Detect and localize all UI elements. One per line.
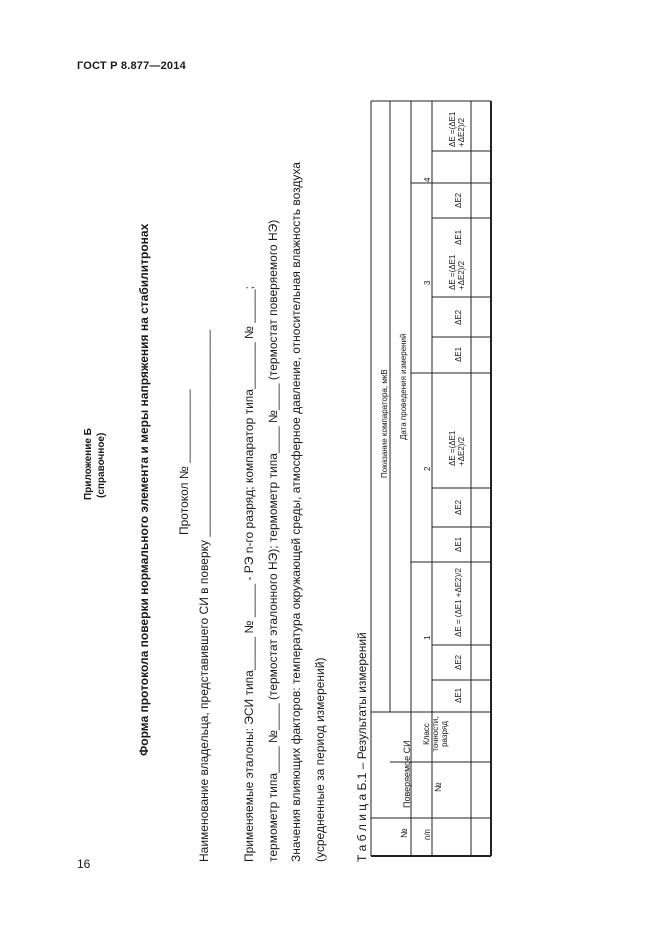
col-si-class: Класс точности, разряд [422,716,449,752]
sub-avg: ΔE =(ΔE1 +ΔE2)/2 [448,111,466,147]
owner-line [198,330,210,862]
protocol-label: Протокол № [177,466,191,535]
sub-avg: ΔE =(ΔE1 +ΔE2)/2 [448,254,466,290]
appendix-note: (справочное) [96,432,107,498]
group-number: 2 [423,466,432,471]
col-readings-group: Показание компаратора, мкВ [380,369,389,478]
sub-e2: ΔE2 [454,499,463,515]
col-num-sub: п/п [423,829,432,840]
factors-line-1: Значения влияющих факторов: температура окружающей среды, атмосферное давление, относительная влажность воздуха [289,162,303,862]
form-title: Форма протокола поверки нормального элемента и меры напряжения на стабилитронах [137,223,151,756]
standards-line-1: Применяемые эталоны: ЭСИ типа_____ № _____ - РЭ n-го разряд; компаратор типа_______ № _____; [242,286,256,862]
col-si-group: Поверяемое СИ [402,740,412,808]
sub-e1: ΔE1 [454,687,463,703]
owner-blank: _______________________________ [197,329,211,537]
group-number: 4 [423,177,432,182]
sub-e2: ΔE2 [454,654,463,670]
sub-e2: ΔE2 [454,192,463,208]
table-caption: Т а б л и ц а Б.1 – Результаты измерений [355,632,369,862]
sub-e1: ΔE1 [454,346,463,362]
standards-line-2: термометр типа____ №____ (термостат эталонного НЭ); термометр типа____ №____ (термостат поверяемого НЭ) [266,219,280,862]
col-num: № [399,828,409,838]
group-number: 1 [423,635,432,640]
sub-e1: ΔE1 [454,229,463,245]
protocol-line [178,389,190,535]
sub-avg: ΔE =(ΔE1 +ΔE2)/2 [448,430,466,466]
group-number: 3 [423,280,432,285]
appendix-title: Приложение Б [83,428,94,500]
col-dates-group: Дата проведения измерений [399,333,408,440]
col-si-num: № [433,782,443,792]
standard-header: ГОСТ Р 8.877—2014 [77,60,186,72]
sub-avg: ΔE = (ΔE1 +ΔE2)/2 [454,568,463,637]
page-number: 16 [77,857,91,871]
sub-e2: ΔE2 [454,309,463,325]
factors-line-2: (усредненные за период измерений) [313,657,327,862]
owner-text: Наименование владельца, представившего СИ в поверку [197,539,211,862]
sub-e1: ΔE1 [454,536,463,552]
protocol-blank: ___________ [177,389,191,463]
